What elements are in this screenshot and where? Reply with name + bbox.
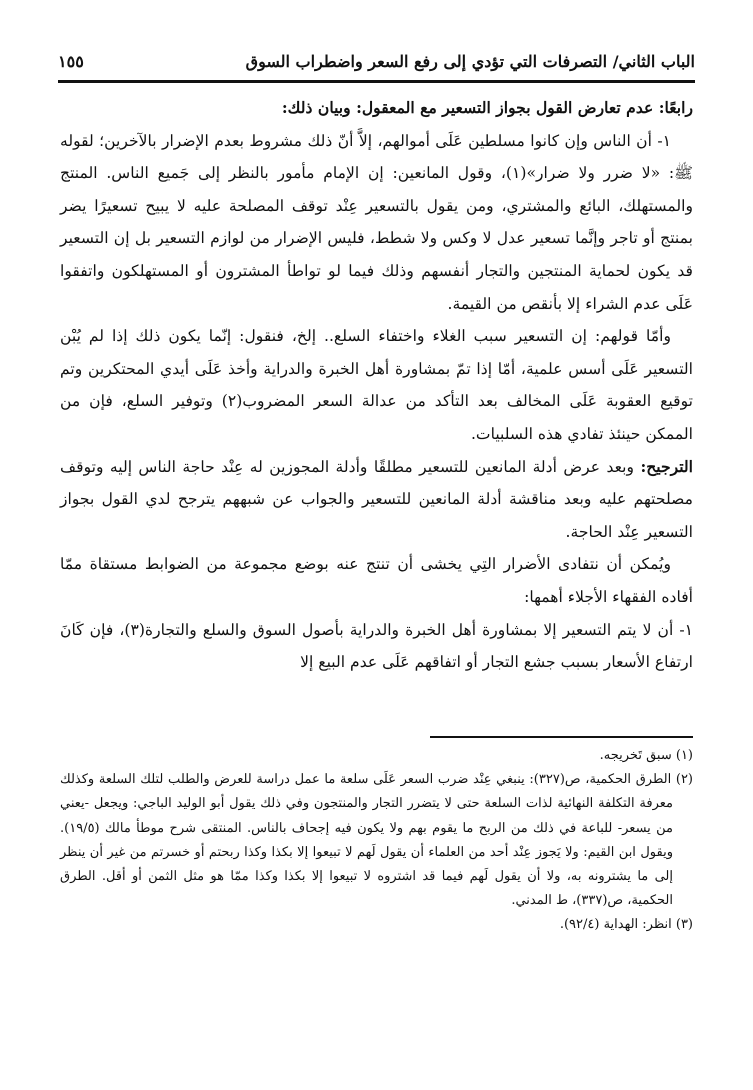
tarjih-paragraph (60, 451, 693, 549)
main-text (60, 92, 693, 679)
running-header (58, 46, 695, 83)
footnote-3: (٣) انظر: الهداية (٩٢/٤). (559, 917, 693, 933)
section-heading: رابعًا: عدم تعارض القول بجواز التسعير مع المعقول: وبيان ذلك: (281, 98, 693, 117)
footnote-2: (٢) الطرق الحكمية، ص(٣٢٧): ينبغي عِنْد ضرب السعر عَلَى سلعة ما عمل دراسة للعرض والطلب لتلك السلعة وكذلك معرفة التكلفة النهائية لذات السلعة حتى لا يتضرر التجار والمنتجون وفي ذلك يقول أبو الوليد الباجي: ويجعل -يعني من يسعر- للباعة في ذلك من الربح ما يقوم بهم ولا يكون فيه إجحاف بالناس. المنتقى شرح موطأ مالك (١٩/٥). ويقول ابن القيم: ولا يَجوز عِنْد أحد من العلماء أن يقول لَهم لا تبيعوا إلا بكذا وكذا ربحتم أو خسرتم من غير أن ينظر إلى ما يشترونه به، ولا أن يقول لَهم فيما قد اشتروه لا تبيعوا إلا بكذا وكذا ممّا هو مثل الثمن أو أقل. الطرق الحكمية، ص(٣٣٧)، ط المدني. (60, 772, 693, 909)
paragraph-1: ١- أن الناس وإن كانوا مسلطين عَلَى أموالهم، إلاَّ أنّ ذلك مشروط بعدم الإضرار بالآخرين؛ لقوله ﷺ: «لا ضرر ولا ضرار»(١)، وقول المانعين: إن الإمام مأمور بالنظر إلى جَميع الناس. المنتج والمستهلك، البائع والمشتري، ومن يقول بالتسعير عِنْد توقف المصلحة عليه لا يبيح تسعيرًا يضر بمنتج أو تاجر وإنَّما تسعير عدل لا وكس ولا شطط، فليس الإضرار من لوازم التسعير بل إن التسعير قد يكون لحماية المنتجين والتجار أنفسهم وذلك فيما لو تواطأ المشترون أو المستهلكون واتفقوا عَلَى عدم الشراء إلا بأنقص من القيمة. (60, 131, 694, 313)
paragraph-2: وأمّا قولهم: إن التسعير سبب الغلاء واختفاء السلع.. إلخ، فنقول: إنّما يكون ذلك إذا لم يُبْن التسعير عَلَى أسس علمية، أمّا إذا تمّ بمشاورة أهل الخبرة والدراية وأخذ عَلَى أيدي المحتكرين وتم توقيع العقوبة عَلَى المخالف بعد التأكد من عدالة السعر المضروب(٢) وتوفير السلع، فإن من الممكن حينئذ تفادي هذه السلبيات. (60, 327, 693, 443)
tarjih-label: الترجيح: (640, 456, 693, 476)
footnote-separator (430, 736, 693, 738)
chapter-title: الباب الثاني/ التصرفات التي تؤدي إلى رفع السعر واضطراب السوق (245, 52, 695, 71)
page-number: ١٥٥ (58, 52, 84, 71)
paragraph-4: ويُمكن أن نتفادى الأضرار التِي يخشى أن تنتج عنه بوضع مجموعة من الضوابط مستقاة ممّا أفاده الفقهاء الأجلاء أهمها: (60, 555, 693, 606)
footnote-1: (١) سبق تَخريجه. (599, 748, 693, 763)
footnotes (60, 744, 693, 938)
paragraph-5: ١- أن لا يتم التسعير إلا بمشاورة أهل الخبرة والدراية بأصول السوق والسلع والتجارة(٣)، فإن كَانَ ارتفاع الأسعار بسبب جشع التجار أو اتفاقهم عَلَى عدم البيع إلا (60, 620, 693, 672)
tarjih-text: وبعد عرض أدلة المانعين للتسعير مطلقًا وأدلة المجوزين له عِنْد حاجة الناس إليه وتوقف مصلحتهم عليه وبعد مناقشة أدلة المانعين للتسعير والجواب عن شبههم يترجح لدي القول بجواز التسعير عِنْد الحاجة. (60, 457, 693, 541)
